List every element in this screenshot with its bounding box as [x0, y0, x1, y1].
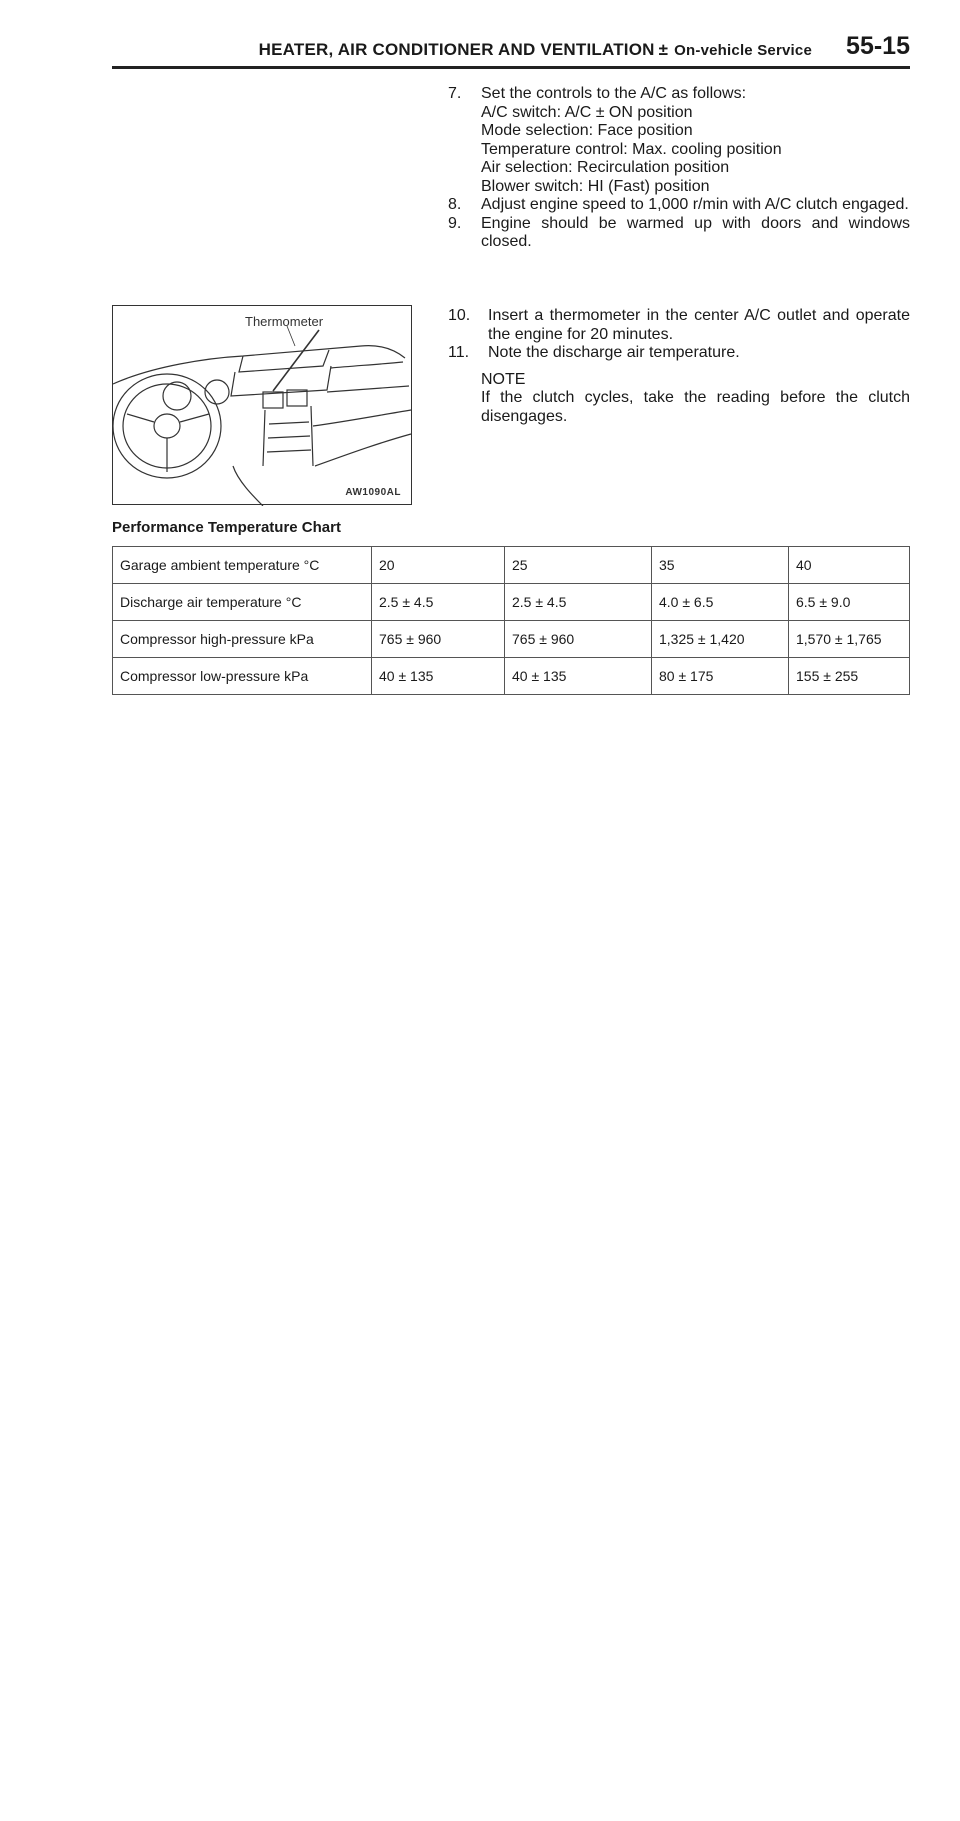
step-item — [448, 196, 910, 215]
note-label: NOTE — [481, 370, 526, 388]
section-subtitle: On-vehicle Service — [674, 42, 812, 59]
table-cell: 20 — [372, 547, 505, 584]
step-number: 9. — [448, 214, 462, 232]
step-number: 7. — [448, 85, 462, 102]
table-row — [113, 584, 910, 621]
step-text: Note the discharge air temperature. — [488, 344, 740, 361]
setting-item: A/C switch: A/C ± ON position — [481, 103, 693, 121]
table-row — [113, 658, 910, 695]
page-number: 55-15 — [846, 32, 910, 60]
step-item — [448, 344, 910, 363]
table-cell: 40 ± 135 — [372, 658, 505, 695]
row-label: Compressor high-pressure kPa — [113, 621, 372, 658]
table-cell: 40 ± 135 — [505, 658, 652, 695]
title-separator: ± — [658, 40, 669, 59]
steps-bottom — [448, 307, 910, 426]
table-cell: 765 ± 960 — [372, 621, 505, 658]
note-text: If the clutch cycles, take the reading before the clutch disengages. — [481, 389, 910, 425]
table-cell: 6.5 ± 9.0 — [789, 584, 910, 621]
row-label: Discharge air temperature °C — [113, 584, 372, 621]
step-item — [448, 307, 910, 344]
table-cell: 35 — [652, 547, 789, 584]
setting-item: Mode selection: Face position — [481, 122, 693, 139]
step-number: 11. — [448, 344, 470, 361]
section-title-main: HEATER, AIR CONDITIONER AND VENTILATION — [258, 40, 655, 59]
table-cell: 80 ± 175 — [652, 658, 789, 695]
step-text: Insert a thermometer in the center A/C outlet and operate the engine for 20 minutes. — [488, 307, 910, 343]
dashboard-drawing — [113, 306, 413, 506]
table-cell: 2.5 ± 4.5 — [505, 584, 652, 621]
table-cell: 1,325 ± 1,420 — [652, 621, 789, 658]
table-cell: 4.0 ± 6.5 — [652, 584, 789, 621]
table-cell: 155 ± 255 — [789, 658, 910, 695]
thermometer-illustration — [112, 305, 412, 505]
step-item — [448, 215, 910, 252]
page-header — [112, 32, 910, 68]
step-item — [448, 85, 910, 104]
setting-item: Blower switch: HI (Fast) position — [481, 177, 710, 195]
figure-callout-label: Thermometer — [245, 314, 324, 329]
step-text: Set the controls to the A/C as follows: — [481, 85, 747, 102]
section-title — [259, 40, 812, 60]
chart-title: Performance Temperature Chart — [112, 519, 341, 536]
step-number: 10. — [448, 307, 471, 324]
table-cell: 2.5 ± 4.5 — [372, 584, 505, 621]
header-rule — [112, 66, 910, 69]
setting-item: Temperature control: Max. cooling position — [481, 140, 782, 158]
row-label: Compressor low-pressure kPa — [113, 658, 372, 695]
step-text: Adjust engine speed to 1,000 r/min with A/C clutch engaged. — [481, 196, 909, 213]
table-cell: 25 — [505, 547, 652, 584]
setting-item: Air selection: Recirculation position — [481, 159, 730, 176]
table-cell: 765 ± 960 — [505, 621, 652, 658]
table-cell: 1,570 ± 1,765 — [789, 621, 910, 658]
performance-table — [112, 546, 910, 695]
steps-top — [448, 85, 910, 252]
table-cell: 40 — [789, 547, 910, 584]
step-number: 8. — [448, 196, 462, 213]
row-label: Garage ambient temperature °C — [113, 547, 372, 584]
step-text: Engine should be warmed up with doors and windows closed. — [481, 214, 910, 250]
figure-code: AW1090AL — [345, 487, 401, 498]
table-row — [113, 547, 910, 584]
table-row — [113, 621, 910, 658]
